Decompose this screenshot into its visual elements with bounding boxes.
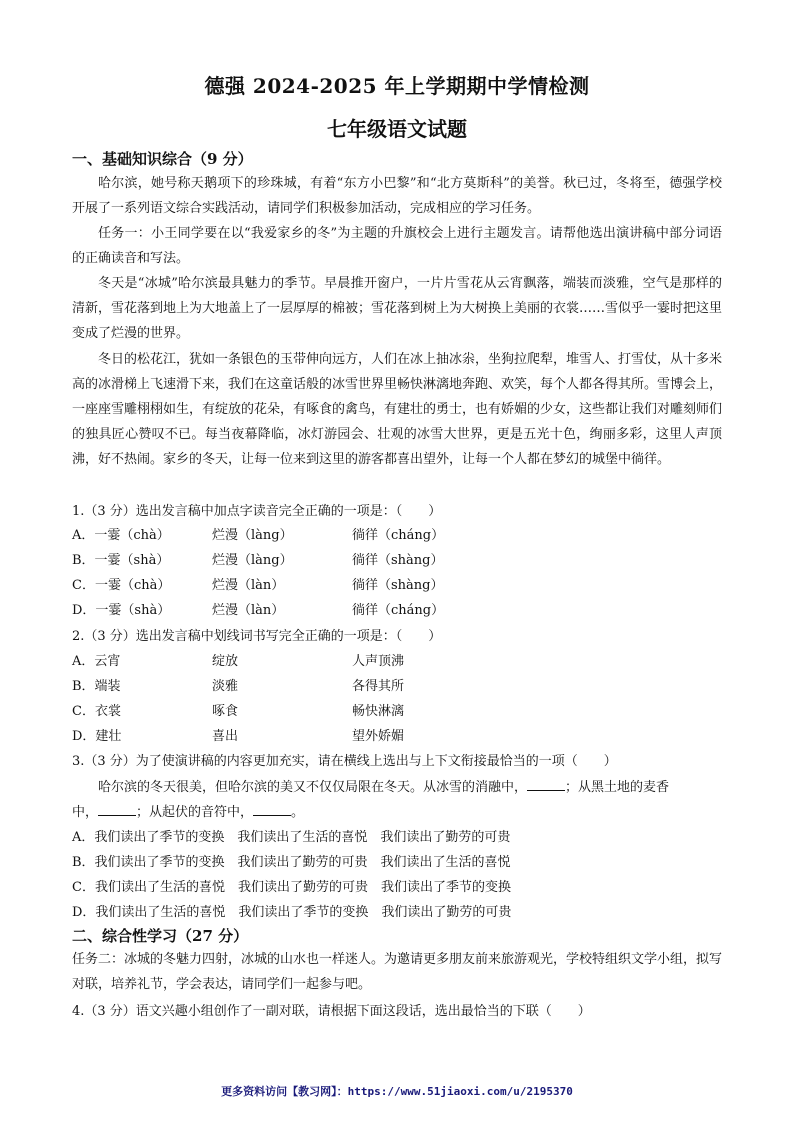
q3-option-a[interactable]: A．我们读出了季节的变换 我们读出了生活的喜悦 我们读出了勤劳的可贵 (72, 830, 511, 845)
q1-option-text: C．一霎（chà） (72, 578, 171, 593)
q1-option-text: A．一霎（chà） (72, 528, 170, 543)
q2-option-text: B．端装 (72, 679, 121, 694)
task1-paragraph: 任务一：小王同学要在以“我爱家乡的冬”为主题的升旗校会上进行主题发言。请帮他选出演讲稿中部分词语的正确读音和写法。 (72, 226, 722, 266)
q2-option-text: C．衣裳 (72, 704, 121, 719)
q3-stem: 3.（3 分）为了使演讲稿的内容更加充实，请在横线上选出与上下文衔接最恰当的一项（ ） (72, 754, 617, 769)
q2-option-text: 啄食 (212, 704, 239, 719)
q1-option-text: 徜徉（cháng） (352, 528, 445, 543)
q2-option-text: 人声顶沸 (352, 654, 405, 669)
q4-stem: 4.（3 分）语文兴趣小组创作了一副对联，请根据下面这段话，选出最恰当的下联（ ） (72, 1004, 591, 1019)
q3-passage-text: 哈尔滨的冬天很美，但哈尔滨的美又不仅仅局限在冬天。从冰雪的消融中， (98, 780, 528, 795)
q2-option-text: 喜出 (212, 729, 239, 744)
q2-stem: 2.（3 分）选出发言稿中划线词书写完全正确的一项是：（ ） (72, 629, 442, 644)
q1-option-text: 徜徉（shàng） (352, 553, 444, 568)
q3-passage-text: ；从起伏的音符中， (136, 805, 254, 820)
q2-option-text: 绽放 (212, 654, 239, 669)
section-heading-basic: 一、基础知识综合（9 分） (72, 150, 253, 168)
q1-option-text: 徜徉（shàng） (352, 578, 444, 593)
q1-option-text: 烂漫（làng） (212, 528, 293, 543)
q3-blank-1[interactable] (527, 778, 565, 791)
exam-title: 德强 2024-2025 年上学期期中学情检测 (204, 74, 590, 98)
q3-passage-line-2 (72, 801, 304, 820)
section-heading-comprehensive: 二、综合性学习（27 分） (72, 927, 249, 945)
q2-option-text: D．建壮 (72, 729, 122, 744)
q3-option-d[interactable]: D．我们读出了生活的喜悦 我们读出了季节的变换 我们读出了勤劳的可贵 (72, 905, 512, 920)
q2-option-text: 淡雅 (212, 679, 239, 694)
q3-passage-text: ；从黑土地的麦香 (565, 780, 670, 795)
footer-link[interactable]: 更多资料访问【教习网】：https://www.51jiaoxi.com/u/2195370 (221, 1085, 573, 1098)
q3-option-b[interactable]: B．我们读出了季节的变换 我们读出了勤劳的可贵 我们读出了生活的喜悦 (72, 855, 511, 870)
intro-paragraph: 哈尔滨，她号称天鹅项下的珍珠城，有着“东方小巴黎”和“北方莫斯科”的美誉。秋已过，冬将至，德强学校开展了一系列语文综合实践活动，请同学们积极参加活动，完成相应的学习任务。 (72, 176, 722, 216)
q3-passage-text: 中， (72, 805, 99, 820)
q2-option-text: 畅快淋漓 (352, 704, 405, 719)
q1-option-text: D．一霎（shà） (72, 603, 171, 618)
q1-option-text: 徜徉（cháng） (352, 603, 445, 618)
q1-option-text: B．一霎（shà） (72, 553, 170, 568)
speech-paragraph-2: 冬日的松花江，犹如一条银色的玉带伸向远方，人们在冰上抽冰尜，坐狗拉爬犁，堆雪人、打雪仗，从十多米高的冰滑梯上飞速滑下来，我们在这童话般的冰雪世界里畅快淋漓地奔跑、欢笑，每个人都各得其所。雪博会上，一座座雪雕栩栩如生，有绽放的花朵，有啄食的禽鸟，有建壮的勇士，也有娇媚的少女，这些都让我们对雕刻师们的独具匠心赞叹不已。每当夜幕降临，冰灯游园会、壮观的冰雪大世界，更是五光十色，绚丽多彩，这里人声顶沸，好不热闹。家乡的冬天，让每一位来到这里的游客都喜出望外，让每一个人都在梦幻的城堡中徜徉。 (72, 352, 723, 467)
q3-option-c[interactable]: C．我们读出了生活的喜悦 我们读出了勤劳的可贵 我们读出了季节的变换 (72, 880, 511, 895)
q3-passage-text: 。 (291, 805, 305, 820)
q1-option-text: 烂漫（làng） (212, 553, 293, 568)
q2-option-text: 望外娇媚 (352, 729, 405, 744)
q1-stem: 1.（3 分）选出发言稿中加点字读音完全正确的一项是：（ ） (72, 504, 442, 519)
q1-option-text: 烂漫（làn） (212, 603, 285, 618)
speech-paragraph-1: 冬天是“冰城”哈尔滨最具魅力的季节。早晨推开窗户，一片片雪花从云宵飘落，端装而淡雅，空气是那样的清新，雪花落到地上为大地盖上了一层厚厚的棉被；雪花落到树上为大树换上美丽的衣裳……雪似乎一霎时把这里变成了烂漫的世界。 (72, 276, 723, 341)
q1-option-text: 烂漫（làn） (212, 578, 285, 593)
task2-paragraph: 任务二：冰城的冬魅力四射，冰城的山水也一样迷人。为邀请更多朋友前来旅游观光，学校特组织文学小组，拟写对联，培养礼节，学会表达，请同学们一起参与吧。 (72, 952, 723, 992)
exam-subtitle: 七年级语文试题 (327, 117, 467, 141)
q2-option-text: 各得其所 (352, 679, 405, 694)
q2-option-text: A．云宵 (72, 654, 121, 669)
q3-blank-3[interactable] (253, 803, 291, 816)
q3-blank-2[interactable] (98, 803, 136, 816)
q3-passage-line-1 (98, 776, 669, 795)
